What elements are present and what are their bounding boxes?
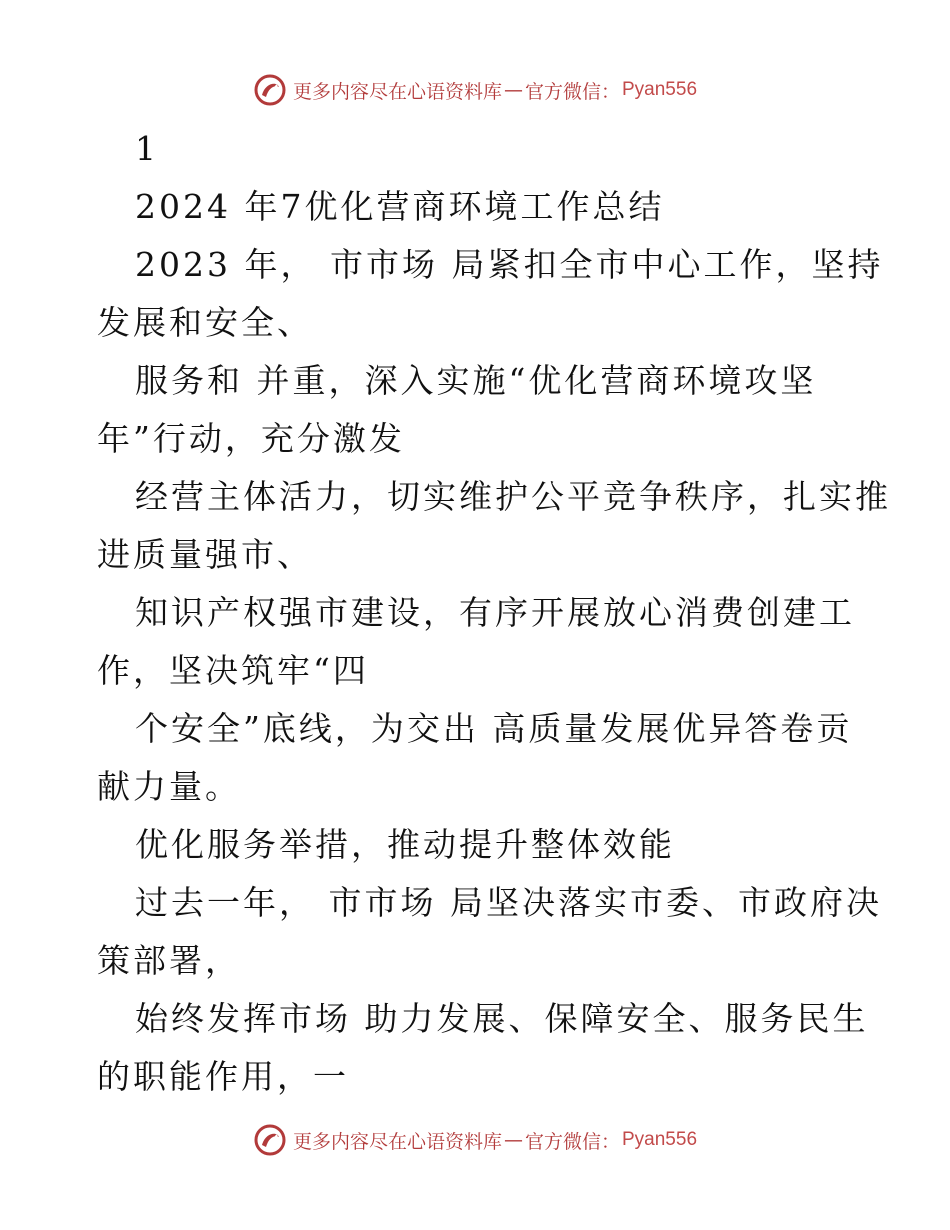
paragraph-line: 献力量。 bbox=[97, 767, 241, 806]
document-title: 2024 年7优化营商环境工作总结 bbox=[135, 187, 665, 226]
paragraph-line: 发展和安全、 bbox=[97, 303, 313, 342]
paragraph-line: 2023 年， 市市场 局紧扣全市中心工作，坚持 bbox=[135, 245, 884, 284]
paragraph-line: 服务和 并重，深入实施“优化营商环境攻坚 bbox=[135, 361, 817, 400]
watermark-separator: — bbox=[503, 79, 523, 101]
red-swirl-logo-icon bbox=[253, 73, 287, 107]
paragraph-line: 经营主体活力，切实维护公平竞争秩序，扎实推 bbox=[135, 477, 891, 516]
watermark-separator: — bbox=[503, 1129, 523, 1151]
page-number: 1 bbox=[135, 129, 159, 168]
paragraph-line: 个安全”底线，为交出 高质量发展优异答卷贡 bbox=[135, 709, 853, 748]
paragraph-line: 进质量强市、 bbox=[97, 535, 313, 574]
watermark-wechat-label: 官方微信： bbox=[524, 80, 620, 103]
watermark-banner-top bbox=[0, 70, 950, 110]
section-heading: 优化服务举措，推动提升整体效能 bbox=[135, 825, 675, 864]
paragraph-line: 年”行动，充分激发 bbox=[97, 419, 405, 458]
watermark-site-text: 更多内容尽在心语资料库 bbox=[292, 1130, 502, 1153]
watermark-wechat-id: Pyan556 bbox=[622, 1129, 698, 1150]
red-swirl-logo-icon bbox=[253, 1123, 287, 1157]
watermark-site-text: 更多内容尽在心语资料库 bbox=[292, 80, 502, 103]
paragraph-line: 知识产权强市建设，有序开展放心消费创建工 bbox=[135, 593, 855, 632]
paragraph-line: 的职能作用，一 bbox=[97, 1057, 349, 1096]
paragraph-line: 策部署， bbox=[97, 941, 241, 980]
watermark-wechat-label: 官方微信： bbox=[524, 1130, 620, 1153]
watermark-wechat-id: Pyan556 bbox=[622, 79, 698, 100]
paragraph-line: 过去一年， 市市场 局坚决落实市委、市政府决 bbox=[135, 883, 882, 922]
watermark-banner-bottom bbox=[0, 1120, 950, 1160]
paragraph-line: 始终发挥市场 助力发展、保障安全、服务民生 bbox=[135, 999, 869, 1038]
paragraph-line: 作，坚决筑牢“四 bbox=[97, 651, 369, 690]
